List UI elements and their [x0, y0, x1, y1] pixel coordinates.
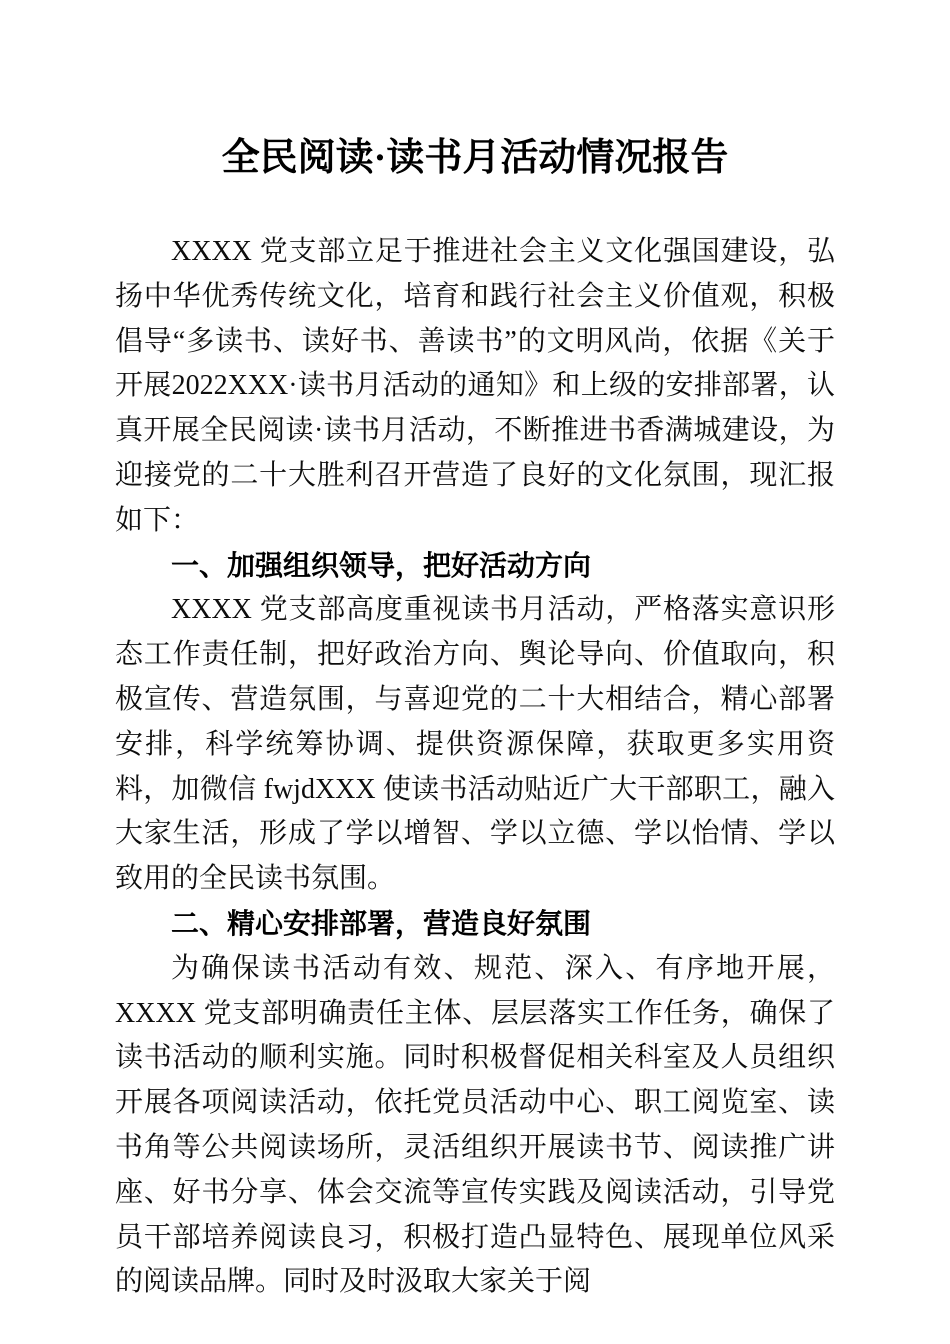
section-heading-2: 二、精心安排部署，营造良好氛围: [171, 907, 592, 939]
paragraph-section-2: 为确保读书活动有效、规范、深入、有序地开展，XXXX 党支部明确责任主体、层层落实工作任务，确保了读书活动的顺利实施。同时积极督促相关科室及人员组织开展各项阅读活动，依托党员活动中心、职工阅览室、读书角等公共阅读场所，灵活组织开展读书节、阅读推广讲座、好书分享、体会交流等宣传实践及阅读活动，引导党员干部培养阅读良习，积极打造凸显特色、展现单位风采的阅读品牌。同时及时汲取大家关于阅: [115, 952, 835, 1298]
paragraph-section-1: XXXX 党支部高度重视读书月活动，严格落实意识形态工作责任制，把好政治方向、舆论导向、价值取向，积极宣传、营造氛围，与喜迎党的二十大相结合，精心部署安排，科学统筹协调、提供资源保障，获取更多实用资料，加微信 fwjdXXX 使读书活动贴近广大干部职工，融入大家生活，形成了学以增智、学以立德、学以怡情、学以致用的全民读书氛围。: [115, 594, 835, 895]
section-heading-1: 一、加强组织领导，把好活动方向: [171, 549, 592, 581]
page-title: 全民阅读·读书月活动情况报告: [221, 137, 729, 179]
paragraph-intro: XXXX 党支部立足于推进社会主义文化强国建设，弘扬中华优秀传统文化，培育和践行社会主义价值观，积极倡导“多读书、读好书、善读书”的文明风尚，依据《关于开展2022XXX·读书月活动的通知》和上级的安排部署，认真开展全民阅读·读书月活动，不断推进书香满城建设，为迎接党的二十大胜利召开营造了良好的文化氛围，现汇报如下：: [115, 236, 835, 536]
document-content: [115, 130, 835, 1305]
